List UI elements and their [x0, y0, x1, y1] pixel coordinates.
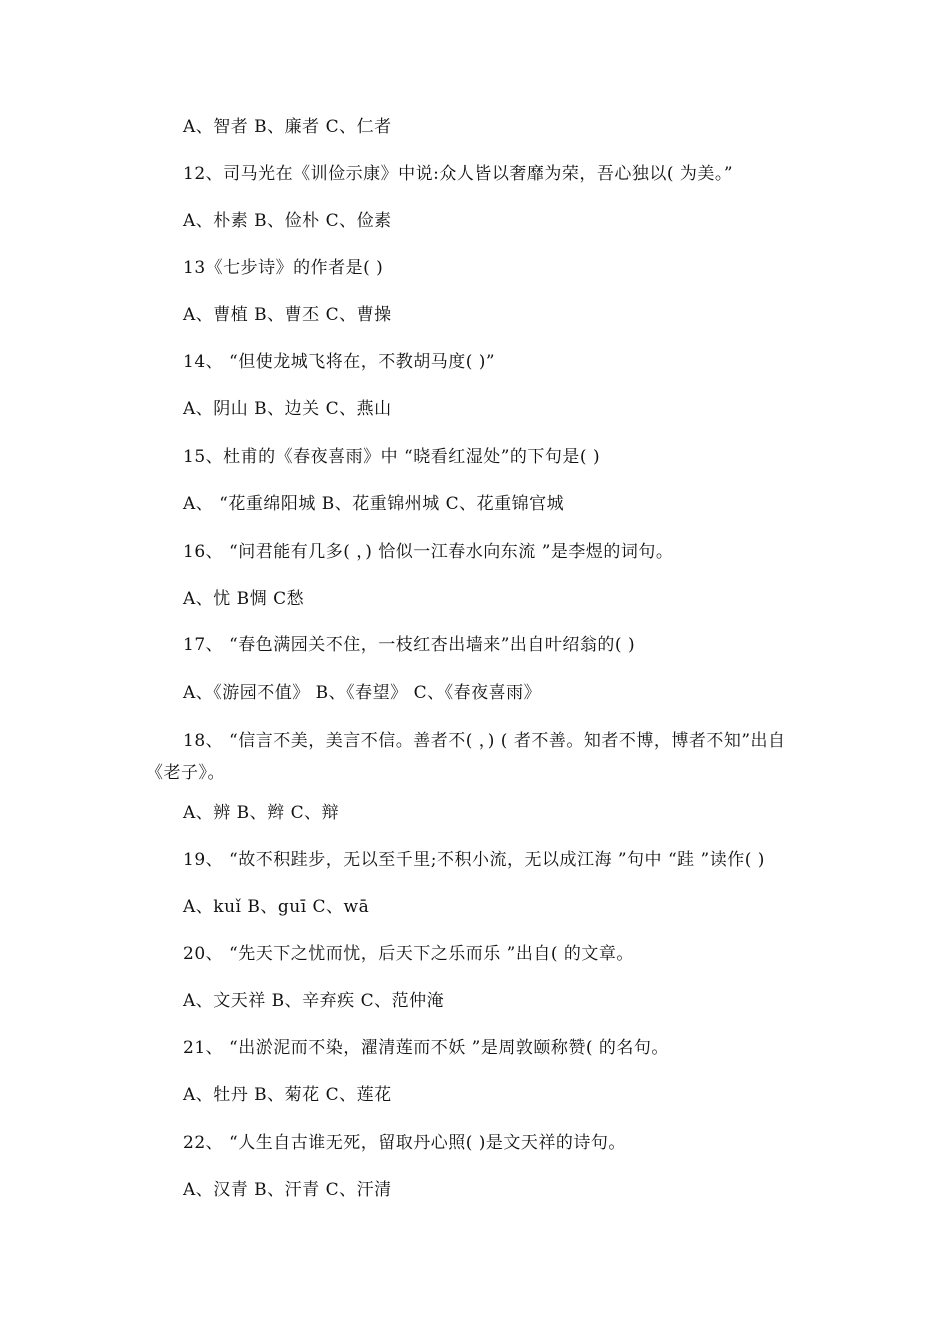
- question-14: 14、 “但使龙城飞将在，不教胡马度( )”: [183, 352, 496, 372]
- question-21: 21、 “出淤泥而不染，濯清莲而不妖 ”是周敦颐称赞( 的名句。: [183, 1038, 669, 1058]
- option-line-11: A、智者 B、廉者 C、仁者: [183, 117, 392, 137]
- option-line-17: A、《游园不值》 B、《春望》 C、《春夜喜雨》: [183, 683, 542, 703]
- option-line-14: A、阴山 B、边关 C、燕山: [183, 399, 392, 419]
- option-line-18: A、辨 B、辫 C、辩: [183, 803, 340, 823]
- question-19: 19、 “故不积跬步，无以至千里;不积小流，无以成江海 ”句中 “跬 ”读作( ): [183, 850, 765, 870]
- option-line-13: A、曹植 B、曹丕 C、曹操: [183, 305, 392, 325]
- option-line-15: A、 “花重绵阳城 B、花重锦州城 C、花重锦官城: [183, 494, 565, 514]
- option-line-20: A、文天祥 B、辛弃疾 C、范仲淹: [183, 991, 445, 1011]
- question-20: 20、 “先天下之忧而忧，后天下之乐而乐 ”出自( 的文章。: [183, 944, 634, 964]
- option-line-21: A、牡丹 B、菊花 C、莲花: [183, 1085, 392, 1105]
- option-line-22: A、汉青 B、汗青 C、汗清: [183, 1180, 392, 1200]
- question-22: 22、 “人生自古谁无死，留取丹心照( )是文天祥的诗句。: [183, 1133, 626, 1153]
- option-line-19: A、kuǐ B、guī C、wā: [183, 897, 370, 917]
- question-18: 18、 “信言不美，美言不信。善者不( ，) ( 者不善。知者不博，博者不知”出自《老子》。: [146, 731, 786, 783]
- question-17: 17、 “春色满园关不住，一枝红杏出墙来”出自叶绍翁的( ): [183, 635, 636, 655]
- question-12: 12、司马光在《训俭示康》中说:众人皆以奢靡为荣，吾心独以( 为美。”: [183, 164, 734, 184]
- option-line-12: A、朴素 B、俭朴 C、俭素: [183, 211, 392, 231]
- option-line-16: A、忧 B惆 C愁: [183, 589, 305, 609]
- question-15: 15、杜甫的《春夜喜雨》中 “晓看红湿处”的下句是( ): [183, 447, 601, 467]
- question-13: 13《七步诗》的作者是( ): [183, 258, 384, 278]
- question-16: 16、 “问君能有几多( ，) 恰似一江春水向东流 ”是李煜的词句。: [183, 542, 674, 562]
